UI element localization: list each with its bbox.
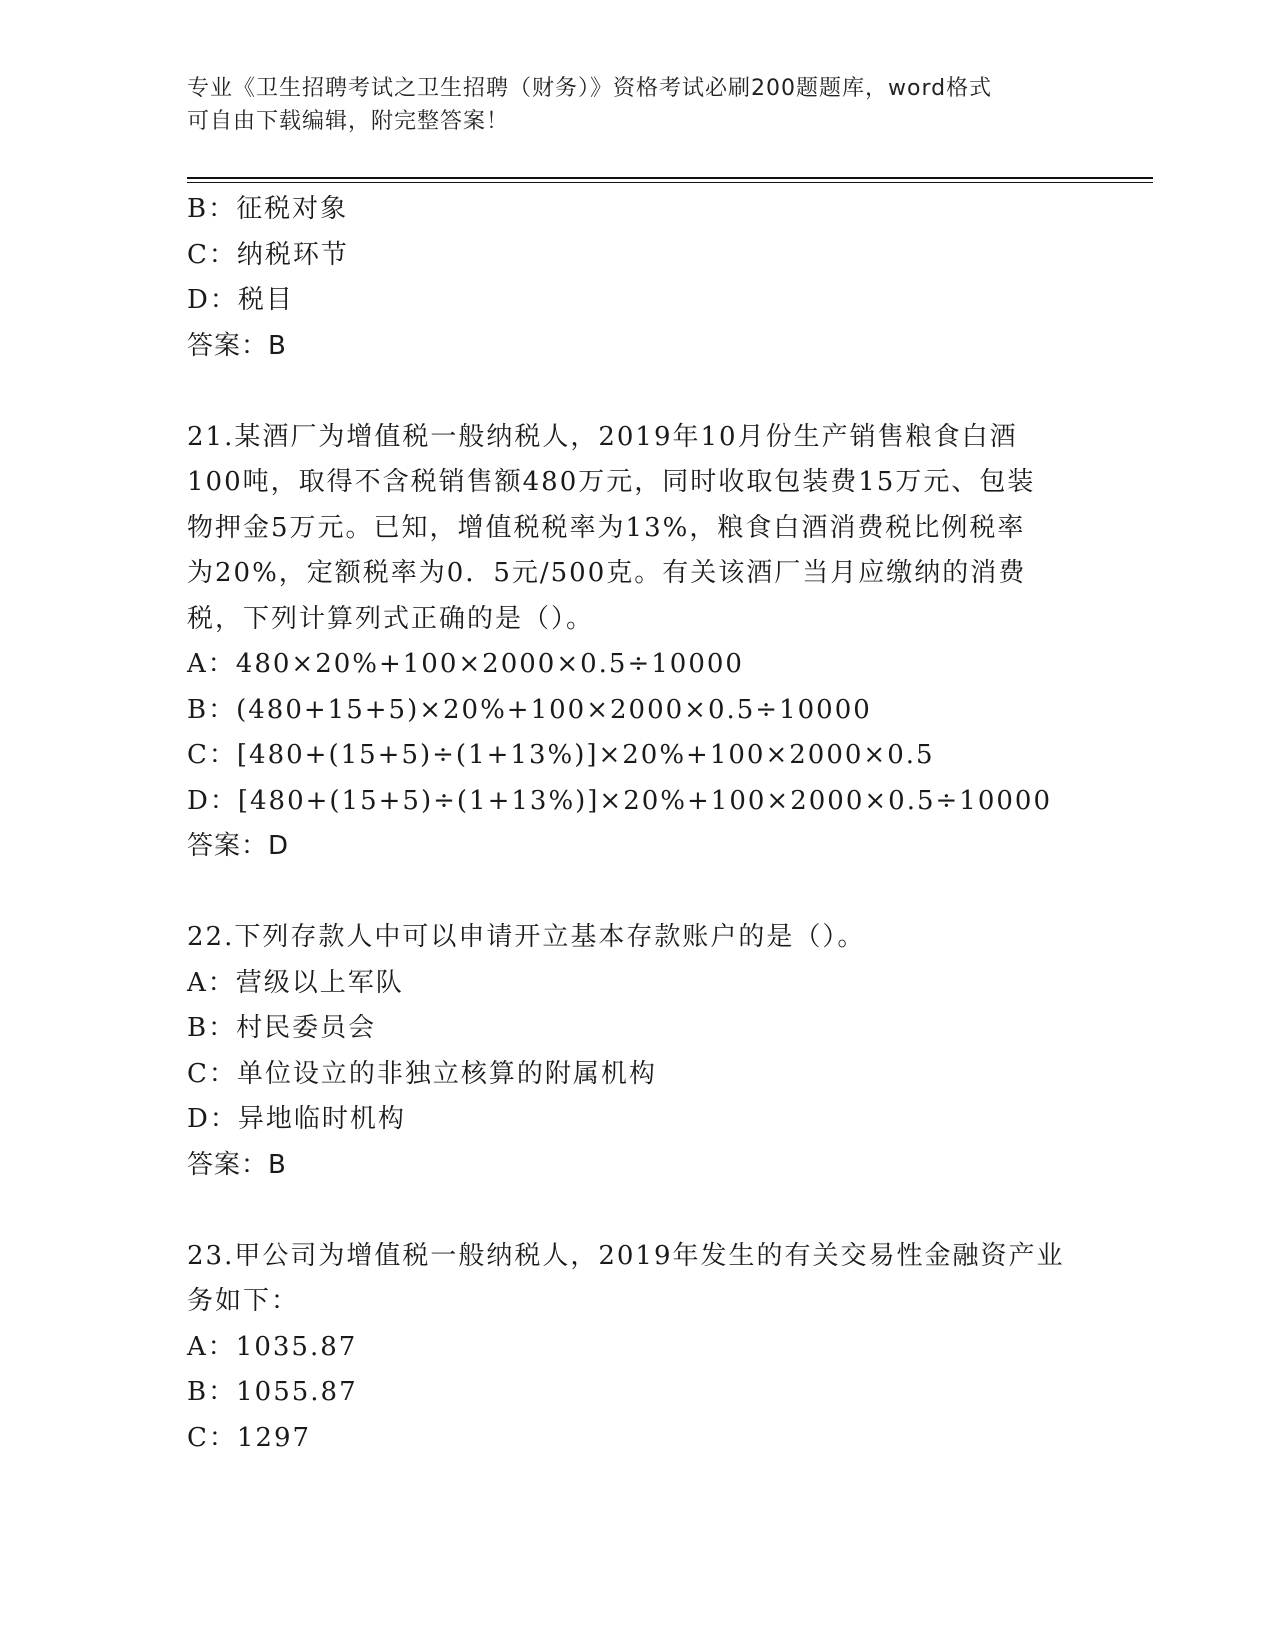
option-d: D：税目 <box>187 285 294 315</box>
document-header <box>187 72 1067 138</box>
option-b: B：村民委员会 <box>187 1013 377 1043</box>
answer-line: 答案：B <box>187 330 287 361</box>
header-divider-thick <box>187 177 1153 179</box>
question-stem-line: 100吨，取得不含税销售额480万元，同时收取包装费15万元、包装 <box>187 467 1036 497</box>
question-20 <box>187 187 1087 369</box>
header-line-1: 专业《卫生招聘考试之卫生招聘（财务）》资格考试必刷200题题库，word格式 <box>187 76 993 101</box>
option-c: C：[480+(15+5)÷(1+13%)]×20%+100×2000×0.5 <box>187 740 935 770</box>
question-22 <box>187 915 1087 1188</box>
option-b: B：1055.87 <box>187 1377 358 1407</box>
question-21 <box>187 415 1087 870</box>
option-a: A：营级以上军队 <box>187 967 404 998</box>
question-stem-line: 21.某酒厂为增值税一般纳税人，2019年10月份生产销售粮食白酒 <box>187 421 1018 452</box>
option-d: D：[480+(15+5)÷(1+13%)]×20%+100×2000×0.5÷10000 <box>187 785 1052 816</box>
option-c: C：单位设立的非独立核算的附属机构 <box>187 1058 657 1089</box>
spacer <box>187 1188 1087 1234</box>
header-divider-thin <box>187 182 1153 183</box>
question-content <box>187 187 1087 1461</box>
question-stem-line: 物押金5万元。已知，增值税税率为13%，粮食白酒消费税比例税率 <box>187 512 1026 543</box>
question-stem-line: 税，下列计算列式正确的是（）。 <box>187 603 595 634</box>
question-stem-line: 23.甲公司为增值税一般纳税人，2019年发生的有关交易性金融资产业 <box>187 1240 1065 1271</box>
option-a: A：480×20%+100×2000×0.5÷10000 <box>187 649 744 679</box>
option-b: B：征税对象 <box>187 194 349 224</box>
answer-line: 答案：D <box>187 831 290 861</box>
question-stem-line: 22.下列存款人中可以申请开立基本存款账户的是（）。 <box>187 922 866 952</box>
spacer <box>187 369 1087 415</box>
option-d: D：异地临时机构 <box>187 1104 406 1134</box>
option-b: B：(480+15+5)×20%+100×2000×0.5÷10000 <box>187 694 872 725</box>
spacer <box>187 870 1087 916</box>
option-a: A：1035.87 <box>187 1331 358 1362</box>
header-line-2: 可自由下载编辑，附完整答案！ <box>187 109 510 134</box>
answer-line: 答案：B <box>187 1149 287 1180</box>
question-stem-line: 务如下： <box>187 1286 300 1316</box>
question-23 <box>187 1234 1087 1462</box>
option-c: C：1297 <box>187 1422 312 1453</box>
question-stem-line: 为20%，定额税率为0．5元/500克。有关该酒厂当月应缴纳的消费 <box>187 558 1027 588</box>
option-c: C：纳税环节 <box>187 239 349 270</box>
